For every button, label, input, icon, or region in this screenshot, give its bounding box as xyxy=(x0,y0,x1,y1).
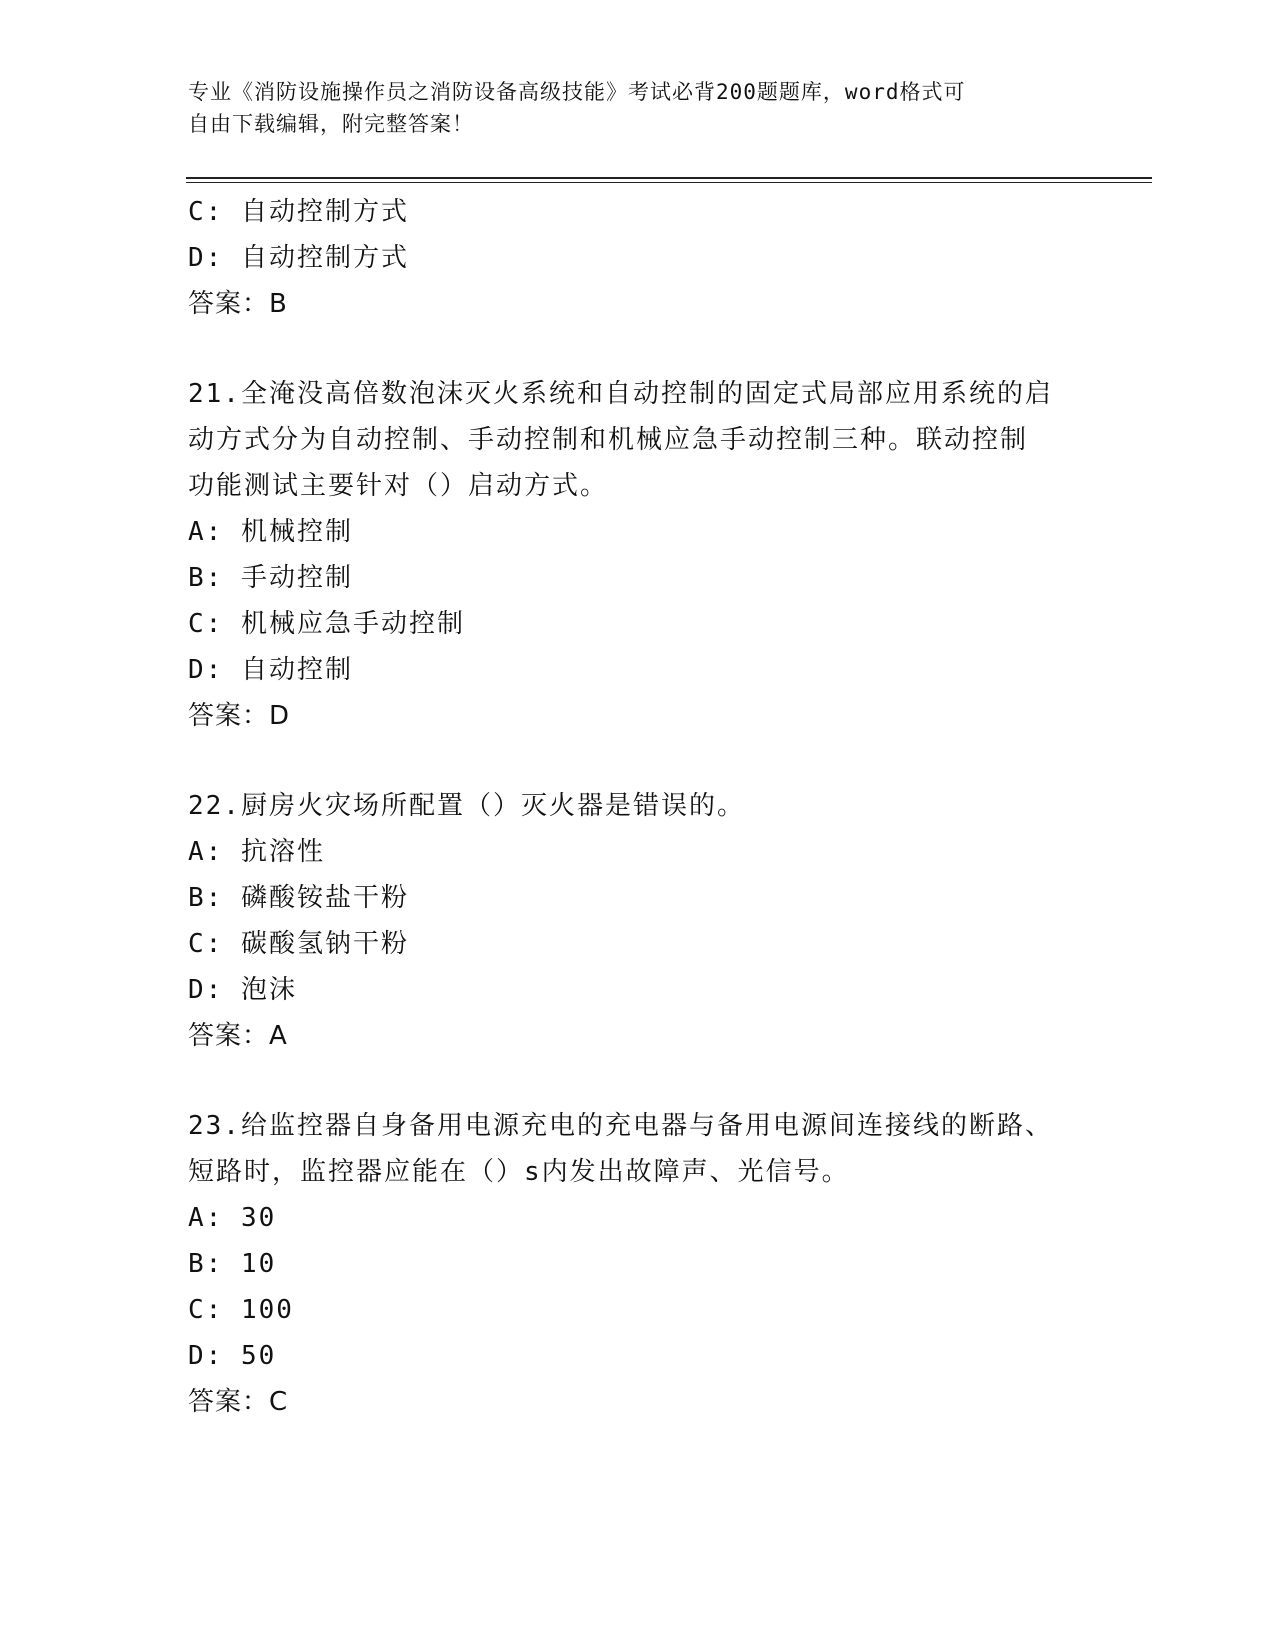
header-divider-thin xyxy=(186,182,1152,183)
question-list xyxy=(188,189,1088,1425)
question-text-line: 22.厨房火灾场所配置（）灭火器是错误的。 xyxy=(188,791,745,821)
header-line-1: 专业《消防设施操作员之消防设备高级技能》考试必背200题题库，word格式可 xyxy=(188,80,966,104)
option-d: D: 泡沫 xyxy=(188,975,297,1005)
header-divider-thick xyxy=(186,177,1152,179)
question-text-line: 动方式分为自动控制、手动控制和机械应急手动控制三种。联动控制 xyxy=(188,425,1029,455)
option-c: C: 100 xyxy=(188,1295,294,1325)
header-line-2: 自由下载编辑，附完整答案！ xyxy=(188,112,474,136)
question-text-line: 功能测试主要针对（）启动方式。 xyxy=(188,471,609,501)
option-d: D: 自动控制 xyxy=(188,655,353,685)
question-text-line: 21.全淹没高倍数泡沫灭火系统和自动控制的固定式局部应用系统的启 xyxy=(188,379,1053,409)
option-a: A: 抗溶性 xyxy=(188,837,325,867)
question-block-21 xyxy=(188,371,1088,739)
option-d: D: 自动控制方式 xyxy=(188,243,409,273)
answer-line: 答案：A xyxy=(188,1021,288,1051)
question-block-23 xyxy=(188,1103,1088,1425)
question-block-22 xyxy=(188,783,1088,1059)
question-block-prev xyxy=(188,189,1088,327)
answer-line: 答案：B xyxy=(188,289,288,319)
option-c: C: 碳酸氢钠干粉 xyxy=(188,929,409,959)
option-c: C: 自动控制方式 xyxy=(188,197,409,227)
option-b: B: 磷酸铵盐干粉 xyxy=(188,883,409,913)
answer-line: 答案：D xyxy=(188,701,291,731)
option-a: A: 机械控制 xyxy=(188,517,353,547)
question-text-line: 短路时，监控器应能在（）s内发出故障声、光信号。 xyxy=(188,1157,850,1187)
option-d: D: 50 xyxy=(188,1341,277,1371)
document-header xyxy=(188,76,1088,140)
option-c: C: 机械应急手动控制 xyxy=(188,609,465,639)
question-text-line: 23.给监控器自身备用电源充电的充电器与备用电源间连接线的断路、 xyxy=(188,1111,1053,1141)
answer-line: 答案：C xyxy=(188,1387,289,1417)
option-b: B: 手动控制 xyxy=(188,563,353,593)
option-b: B: 10 xyxy=(188,1249,277,1279)
option-a: A: 30 xyxy=(188,1203,277,1233)
